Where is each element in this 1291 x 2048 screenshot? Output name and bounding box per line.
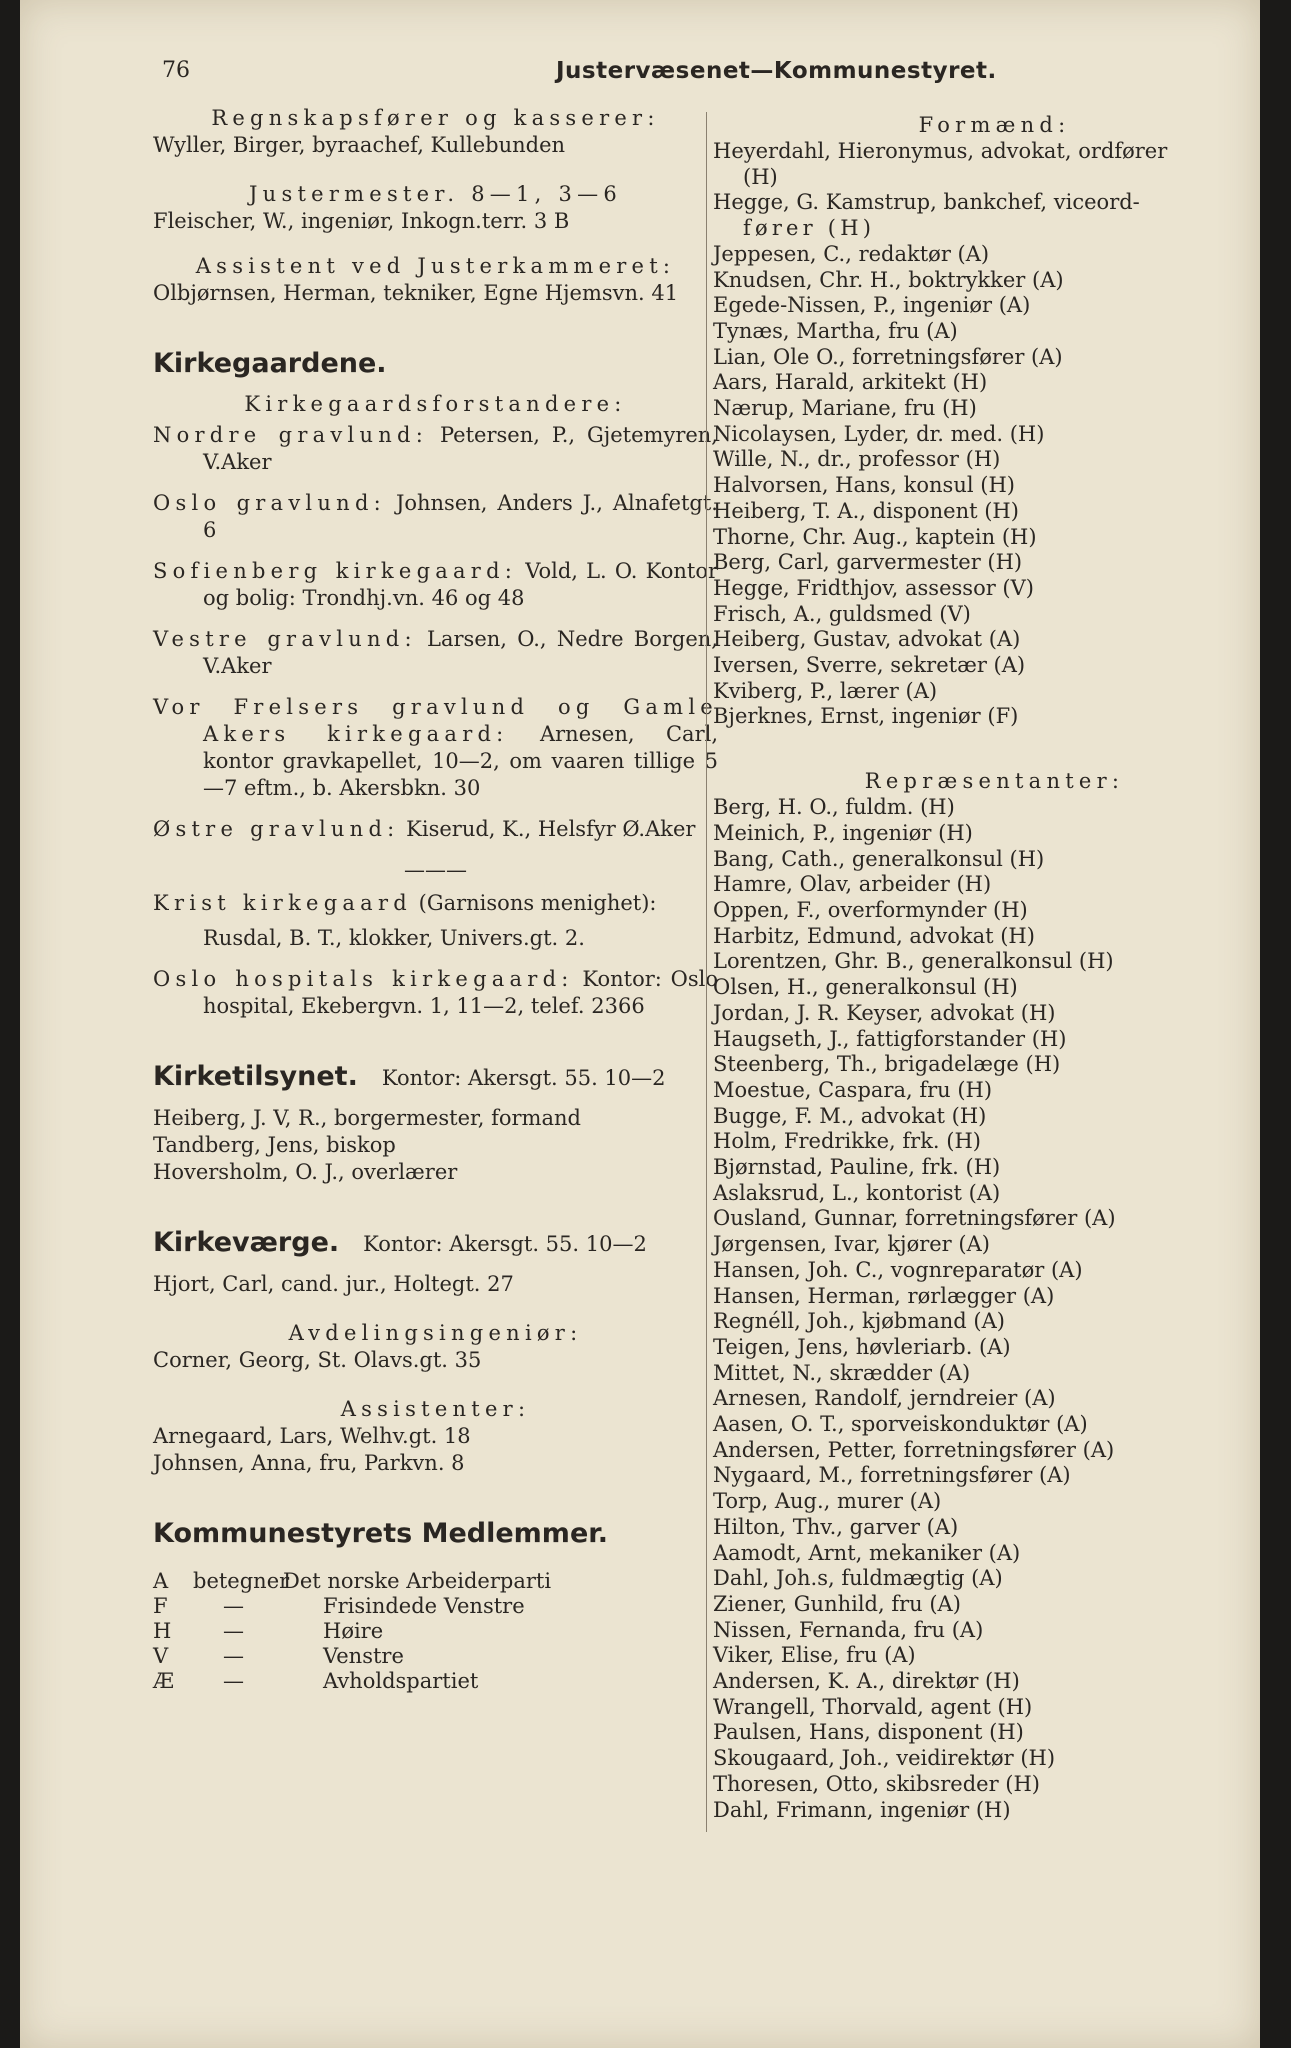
representant-entry: Mittet, N., skrædder (A) xyxy=(713,1360,971,1385)
cemetery-entry xyxy=(153,558,718,612)
representant-entry: Ziener, Gunhild, fru (A) xyxy=(713,1591,961,1616)
formand-entry: Knudsen, Chr. H., boktrykker (A) xyxy=(713,267,1064,292)
heading-kommunestyret: Kommunestyrets Medlemmer. xyxy=(153,1518,608,1549)
kirketilsynet-heading-row xyxy=(153,1060,718,1095)
cemetery-text: Petersen, P., Gjetemyren, V.Aker xyxy=(203,423,718,474)
cemetery-label: Vestre gravlund: xyxy=(153,627,417,651)
section-regnskap xyxy=(153,105,718,159)
legend-row: Æ — Avholdspartiet xyxy=(153,1669,479,1693)
section-title: Avdelingsingeniør: xyxy=(288,1321,583,1345)
formand-entry: Kviberg, P., lærer (A) xyxy=(713,678,938,703)
section-assistent xyxy=(153,253,718,307)
formaend-title: Formænd: xyxy=(918,113,1071,137)
representant-entry: Olsen, H., generalkonsul (H) xyxy=(713,975,1018,1000)
formand-entry: Tynæs, Martha, fru (A) xyxy=(713,318,958,343)
cemetery-text: Kiserud, K., Helsfyr Ø.Aker xyxy=(406,817,696,841)
formand-entry: Thorne, Chr. Aug., kaptein (H) xyxy=(713,524,1037,549)
section-title: Assistent ved Justerkammeret: xyxy=(195,254,676,278)
formand-entry: Nærup, Mariane, fru (H) xyxy=(713,396,977,421)
representant-entry: Bang, Cath., generalkonsul (H) xyxy=(713,846,1045,871)
representant-entry: Berg, H. O., fuldm. (H) xyxy=(713,795,955,820)
representant-entry: Bugge, F. M., advokat (H) xyxy=(713,1103,987,1128)
representant-entry: Jordan, J. R. Keyser, advokat (H) xyxy=(713,1000,1056,1025)
cemetery-text: Arnesen, Carl, kontor gravkapellet, 10—2, om vaaren tillige 5—7 eftm., b. Akersbkn. 30 xyxy=(203,722,718,800)
separator: ——— xyxy=(404,858,467,882)
representant-entry: Arnesen, Randolf, jerndreier (A) xyxy=(713,1386,1056,1411)
office-info: Kontor: Akersgt. 55. 10—2 xyxy=(363,1232,647,1256)
representant-entry: Aslaksrud, L., kontorist (A) xyxy=(713,1180,1001,1205)
cemetery-label: Sofienberg kirkegaard: xyxy=(153,559,518,583)
section-justermester xyxy=(153,181,718,235)
entry-line: Hjort, Carl, cand. jur., Holtegt. 27 xyxy=(153,1272,514,1296)
cemetery-label: Nordre gravlund: xyxy=(153,423,429,447)
cemetery-label: Vor Frelsers gravlund og Gamle Akers kirkegaard: xyxy=(153,695,718,746)
cemetery-note: (Garnisons menighet): xyxy=(418,891,657,915)
cemetery-text: Vold, L. O. Kontor og bolig: Trondhj.vn. 46 og 48 xyxy=(203,559,719,610)
representant-entry: Dahl, Frimann, ingeniør (H) xyxy=(713,1797,1011,1822)
right-column xyxy=(706,112,1276,1832)
representant-entry: Nissen, Fernanda, fru (A) xyxy=(713,1617,984,1642)
formand-entry: (H) xyxy=(743,164,778,189)
representant-entry: Nygaard, M., forretningsfører (A) xyxy=(713,1463,1071,1488)
legend-row: A betegner Det norske Arbeiderparti xyxy=(153,1569,552,1593)
cemetery-text: Johnsen, Anders J., Alnafetgt. 6 xyxy=(203,491,718,542)
representant-entry: Paulsen, Hans, disponent (H) xyxy=(713,1720,1024,1745)
representant-entry: Skougaard, Joh., veidirektør (H) xyxy=(713,1746,1056,1771)
entry-line: Olbjørnsen, Herman, tekniker, Egne Hjemsvn. 41 xyxy=(153,281,679,305)
formand-entry: Wille, N., dr., professor (H) xyxy=(713,447,1001,472)
section-avdelingsingenior xyxy=(153,1320,718,1374)
cemetery-entry xyxy=(153,816,718,843)
section-title: Assistenter: xyxy=(340,1397,531,1421)
running-title: Justervæsenet—Kommunestyret. xyxy=(556,58,997,84)
formaend-list xyxy=(713,139,1276,730)
representant-entry: Jørgensen, Ivar, kjører (A) xyxy=(713,1232,990,1257)
repr-list xyxy=(713,795,1276,1823)
representant-entry: Aasen, O. T., sporveiskonduktør (A) xyxy=(713,1412,1088,1437)
formand-entry: Hegge, Fridthjov, assessor (V) xyxy=(713,575,1034,600)
cemetery-label: Østre gravlund: xyxy=(153,817,400,841)
office-info: Kontor: Akersgt. 55. 10—2 xyxy=(381,1066,666,1090)
representant-entry: Torp, Aug., murer (A) xyxy=(713,1489,942,1514)
cemetery-label: Oslo hospitals kirkegaard: xyxy=(153,967,574,991)
heading-kirketilsynet: Kirketilsynet. xyxy=(153,1061,358,1092)
formand-entry: Egede-Nissen, P., ingeniør (A) xyxy=(713,293,1031,318)
krist-person: Rusdal, B. T., klokker, Univers.gt. 2. xyxy=(203,926,585,950)
cemetery-entry xyxy=(153,422,718,476)
hospital-entry xyxy=(153,966,718,1020)
heading-kirkevaerge: Kirkeværge. xyxy=(153,1227,340,1258)
entry-line: Johnsen, Anna, fru, Parkvn. 8 xyxy=(153,1451,465,1475)
representant-entry: Regnéll, Joh., kjøbmand (A) xyxy=(713,1309,1005,1334)
representant-entry: Teigen, Jens, høvleriarb. (A) xyxy=(713,1334,1011,1359)
representant-entry: Ousland, Gunnar, forretningsfører (A) xyxy=(713,1206,1116,1231)
entry-line: Fleischer, W., ingeniør, Inkogn.terr. 3 B xyxy=(153,209,570,233)
cemetery-entry xyxy=(153,694,718,802)
formand-entry: Frisch, A., guldsmed (V) xyxy=(713,601,971,626)
representant-entry: Andersen, K. A., direktør (H) xyxy=(713,1669,1020,1694)
representant-entry: Viker, Elise, fru (A) xyxy=(713,1643,916,1668)
entry-line: Heiberg, J. V, R., borgermester, formand xyxy=(153,1106,581,1130)
section-title: Regnskapsfører og kasserer: xyxy=(211,106,660,130)
representant-entry: Hansen, Joh. C., vognreparatør (A) xyxy=(713,1257,1083,1282)
representant-entry: Harbitz, Edmund, advokat (H) xyxy=(713,923,1035,948)
party-legend xyxy=(153,1569,718,1694)
representant-entry: Wrangell, Thorvald, agent (H) xyxy=(713,1694,1033,1719)
cemetery-label: Oslo gravlund: xyxy=(153,491,386,515)
formand-entry: Nicolaysen, Lyder, dr. med. (H) xyxy=(713,421,1045,446)
repr-title: Repræsentanter: xyxy=(864,769,1125,794)
representant-entry: Bjørnstad, Pauline, frk. (H) xyxy=(713,1155,1001,1180)
representant-entry: Haugseth, J., fattigforstander (H) xyxy=(713,1026,1067,1051)
formand-entry: Jeppesen, C., redaktør (A) xyxy=(713,241,990,266)
legend-row: H — Høire xyxy=(153,1619,384,1643)
formand-entry: Berg, Carl, garvermester (H) xyxy=(713,550,1023,575)
cemetery-text: Larsen, O., Nedre Borgen, V.Aker xyxy=(203,627,718,678)
formand-entry: Heyerdahl, Hieronymus, advokat, ordfører xyxy=(713,139,1168,163)
formand-entry: Halvorsen, Hans, konsul (H) xyxy=(713,473,1015,498)
page-number: 76 xyxy=(162,58,190,83)
representant-entry: Oppen, F., overformynder (H) xyxy=(713,897,1028,922)
cemetery-entry xyxy=(153,626,718,680)
krist-entry xyxy=(153,890,718,917)
entry-line: Corner, Georg, St. Olavs.gt. 35 xyxy=(153,1348,482,1372)
heading-kirkegaardene: Kirkegaardene. xyxy=(153,348,387,379)
page-header xyxy=(20,50,1260,90)
formand-entry: fører (H) xyxy=(743,216,876,241)
section-subtitle: Kirkegaardsforstandere: xyxy=(244,392,627,416)
representant-entry: Hilton, Thv., garver (A) xyxy=(713,1514,959,1539)
formand-entry: Bjerknes, Ernst, ingeniør (F) xyxy=(713,704,1019,729)
cemetery-label: Krist kirkegaard xyxy=(153,891,412,915)
section-title: Justermester. 8—1, 3—6 xyxy=(249,182,622,206)
representant-entry: Hansen, Herman, rørlægger (A) xyxy=(713,1283,1055,1308)
formand-entry: Iversen, Sverre, sekretær (A) xyxy=(713,653,1026,678)
entry-line: Arnegaard, Lars, Welhv.gt. 18 xyxy=(153,1424,471,1448)
section-assistenter xyxy=(153,1396,718,1477)
cemetery-text: Kontor: Oslo hospital, Ekebergvn. 1, 11—2, telef. 2366 xyxy=(203,967,718,1018)
entry-line: Tandberg, Jens, biskop xyxy=(153,1133,396,1157)
entry-line: Hoversholm, O. J., overlærer xyxy=(153,1160,458,1184)
formand-entry: Hegge, G. Kamstrup, bankchef, viceord- xyxy=(713,190,1140,215)
representant-entry: Lorentzen, Ghr. B., generalkonsul (H) xyxy=(713,949,1114,974)
kirkevaerge-heading-row xyxy=(153,1226,718,1261)
representant-entry: Aamodt, Arnt, mekaniker (A) xyxy=(713,1540,1021,1565)
representant-entry: Dahl, Joh.s, fuldmægtig (A) xyxy=(713,1566,1003,1591)
legend-row: F — Frisindede Venstre xyxy=(153,1594,525,1618)
representant-entry: Moestue, Caspara, fru (H) xyxy=(713,1077,993,1102)
formand-entry: Lian, Ole O., forretningsfører (A) xyxy=(713,344,1063,369)
left-column xyxy=(153,105,718,1694)
cemetery-entry xyxy=(153,490,718,544)
representant-entry: Hamre, Olav, arbeider (H) xyxy=(713,872,992,897)
formand-entry: Heiberg, Gustav, advokat (A) xyxy=(713,627,1021,652)
legend-row: V — Venstre xyxy=(153,1644,404,1668)
representant-entry: Steenberg, Th., brigadelæge (H) xyxy=(713,1052,1061,1077)
representant-entry: Meinich, P., ingeniør (H) xyxy=(713,820,973,845)
entry-line: Wyller, Birger, byraachef, Kullebunden xyxy=(153,133,566,157)
representant-entry: Thoresen, Otto, skibsreder (H) xyxy=(713,1771,1040,1796)
representant-entry: Andersen, Petter, forretningsfører (A) xyxy=(713,1437,1115,1462)
document-page xyxy=(20,0,1260,2048)
representant-entry: Holm, Fredrikke, frk. (H) xyxy=(713,1129,981,1154)
formand-entry: Heiberg, T. A., disponent (H) xyxy=(713,498,1019,523)
formand-entry: Aars, Harald, arkitekt (H) xyxy=(713,370,988,395)
